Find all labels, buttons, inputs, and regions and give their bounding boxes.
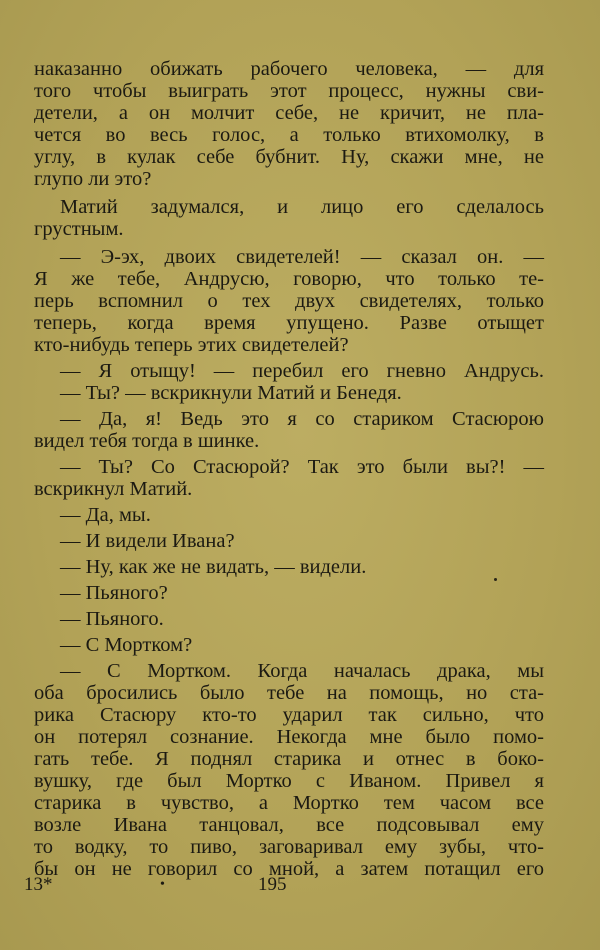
text-line: старика в чувство, а Мортко тем часом все (34, 792, 544, 814)
page-number: 195 (258, 874, 287, 895)
dialogue-line: — Ну, как же не видать, — видели. (60, 556, 367, 578)
text-line: он потерял сознание. Некогда мне было помо- (34, 726, 544, 748)
dialogue-line: — И видели Ивана? (60, 530, 235, 552)
text-line: вскрикнул Матий. (34, 478, 193, 500)
dialogue-line: — Ты? — вскрикнули Матий и Бенедя. (60, 382, 402, 404)
text-line: возле Ивана танцовал, все подсовывал ему (34, 814, 544, 836)
text-line: теперь, когда время упущено. Разве отыщет (34, 312, 544, 334)
text-line: видел тебя тогда в шинке. (34, 430, 260, 452)
dialogue-line: — Да, я! Ведь это я со стариком Стасюрою (60, 408, 544, 430)
dialogue-line: — Я отыщу! — перебил его гневно Андрусь. (60, 360, 544, 382)
text-line: то водку, то пиво, заговаривал ему зубы, что- (34, 836, 544, 858)
dialogue-line: — Э-эх, двоих свидетелей! — сказал он. — (60, 246, 544, 268)
text-line: перь вспомнил о тех двух свидетелях, только (34, 290, 544, 312)
text-line: наказанно обижать рабочего человека, — для (34, 58, 544, 80)
dialogue-line: — С Мортком? (60, 634, 193, 656)
dialogue-line: — С Мортком. Когда началась драка, мы (60, 660, 544, 682)
text-line: вушку, где был Мортко с Иваном. Привел я (34, 770, 544, 792)
text-line: грустным. (34, 218, 124, 240)
print-speck (494, 578, 497, 581)
text-line: чется во весь голос, а только втихомолку, в (34, 124, 544, 146)
text-line: рика Стасюру кто-то ударил так сильно, что (34, 704, 544, 726)
dialogue-line: — Пьяного? (60, 582, 168, 604)
text-line: того чтобы выиграть этот процесс, нужны сви- (34, 80, 544, 102)
text-line: гать тебе. Я поднял старика и отнес в боко- (34, 748, 544, 770)
dialogue-line: — Да, мы. (60, 504, 151, 526)
signature-mark: 13* (24, 874, 53, 895)
dialogue-line: — Ты? Со Стасюрой? Так это были вы?! — (60, 456, 544, 478)
text-line: Я же тебе, Андрусю, говорю, что только те- (34, 268, 544, 290)
text-line: глупо ли это? (34, 168, 152, 190)
paragraph-start-line: Матий задумался, и лицо его сделалось (60, 196, 544, 218)
footer-dot: • (160, 877, 165, 892)
text-line: детели, а он молчит себе, не кричит, не пла- (34, 102, 544, 124)
text-line: кто-нибудь теперь этих свидетелей? (34, 334, 349, 356)
text-line: бы он не говорил со мной, а затем потащил его (34, 858, 544, 880)
text-line: оба бросились было тебе на помощь, но ста- (34, 682, 544, 704)
dialogue-line: — Пьяного. (60, 608, 164, 630)
text-line: углу, в кулак себе бубнит. Ну, скажи мне, не (34, 146, 544, 168)
